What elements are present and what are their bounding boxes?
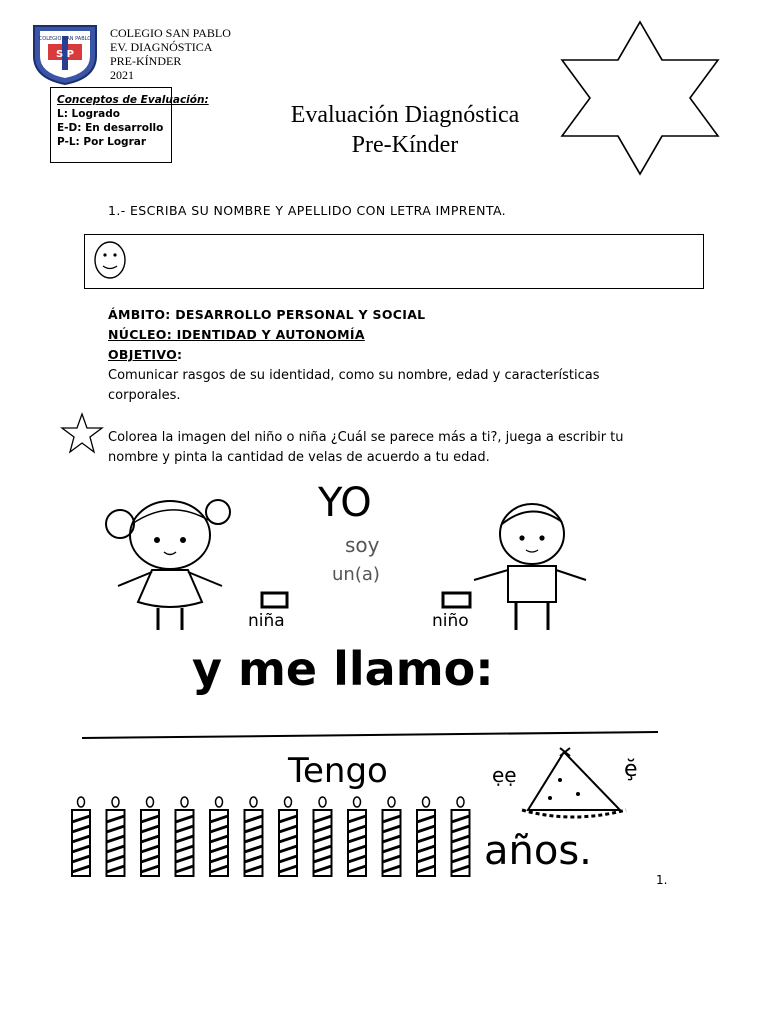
star-of-david-icon	[556, 18, 724, 178]
learning-context: ÁMBITO: DESARROLLO PERSONAL Y SOCIAL NÚCLEO: IDENTIDAD Y AUTONOMÍA OBJETIVO:	[108, 307, 426, 362]
legend-item: E-D: En desarrollo	[57, 122, 164, 134]
tengo-text: Tengo	[288, 751, 388, 791]
me-llamo-text: y me llamo:	[192, 642, 494, 696]
confetti-left: ẹẹ	[492, 763, 517, 787]
girl-illustration[interactable]	[106, 500, 230, 630]
worksheet	[60, 480, 680, 890]
school-header	[110, 26, 231, 82]
candles[interactable]	[72, 797, 470, 876]
star-icon	[60, 412, 104, 454]
girl-checkbox[interactable]	[262, 593, 287, 607]
year: 2021	[110, 68, 134, 82]
ambito-label: ÁMBITO	[108, 307, 166, 322]
candle[interactable]	[210, 797, 228, 876]
girl-label: niña	[248, 611, 285, 631]
eval-type: EV. DIAGNÓSTICA	[110, 40, 213, 54]
evaluation-legend	[50, 87, 209, 163]
una-text: un(a)	[332, 564, 380, 585]
level: PRE-KÍNDER	[110, 54, 182, 68]
anos-text: años.	[484, 828, 592, 874]
smiley-icon	[92, 240, 128, 280]
school-crest	[30, 22, 100, 86]
candle[interactable]	[383, 797, 401, 876]
school-name: COLEGIO SAN PABLO	[110, 26, 231, 40]
page-title	[240, 100, 570, 160]
candle[interactable]	[141, 797, 159, 876]
yo-text: YO	[318, 480, 372, 526]
title-line-2: Pre-Kínder	[351, 132, 459, 158]
boy-label: niño	[432, 611, 469, 631]
legend-item: P-L: Por Lograr	[57, 136, 147, 148]
crest-text: COLEGIO SAN PABLO	[38, 36, 92, 42]
instruction-text: Colorea la imagen del niño o niña ¿Cuál se parece más a ti?, juega a escribir tu nombre y pinta la cantidad de velas de acuerdo a tu edad.	[108, 430, 624, 465]
candle[interactable]	[452, 797, 470, 876]
candle[interactable]	[417, 797, 435, 876]
nucleo-label: NÚCLEO: IDENTIDAD Y AUTONOMÍA	[108, 327, 365, 342]
objective-text: Comunicar rasgos de su identidad, como su nombre, edad y características corporales.	[108, 368, 600, 403]
confetti-right: ḝ	[624, 757, 638, 782]
soy-text: soy	[345, 533, 380, 557]
candle[interactable]	[107, 797, 125, 876]
legend-title: Conceptos de Evaluación:	[57, 94, 209, 106]
boy-illustration[interactable]	[474, 504, 586, 630]
title-line-1: Evaluación Diagnóstica	[290, 102, 520, 128]
candle[interactable]	[279, 797, 297, 876]
candle[interactable]	[176, 797, 194, 876]
boy-checkbox[interactable]	[443, 593, 470, 607]
party-hat-icon	[492, 748, 638, 817]
objetivo-label: OBJETIVO	[108, 347, 178, 362]
name-line[interactable]	[82, 732, 658, 738]
candle[interactable]	[348, 797, 366, 876]
candle[interactable]	[245, 797, 263, 876]
ambito-value: : DESARROLLO PERSONAL Y SOCIAL	[165, 307, 426, 322]
candle[interactable]	[314, 797, 332, 876]
name-input-box[interactable]	[84, 234, 704, 289]
candle[interactable]	[72, 797, 90, 876]
legend-item: L: Logrado	[57, 108, 120, 120]
page-mark: 1.	[656, 873, 668, 887]
question-1: 1.- ESCRIBA SU NOMBRE Y APELLIDO CON LETRA IMPRENTA.	[108, 203, 507, 218]
crest-letters: S P	[55, 49, 75, 60]
